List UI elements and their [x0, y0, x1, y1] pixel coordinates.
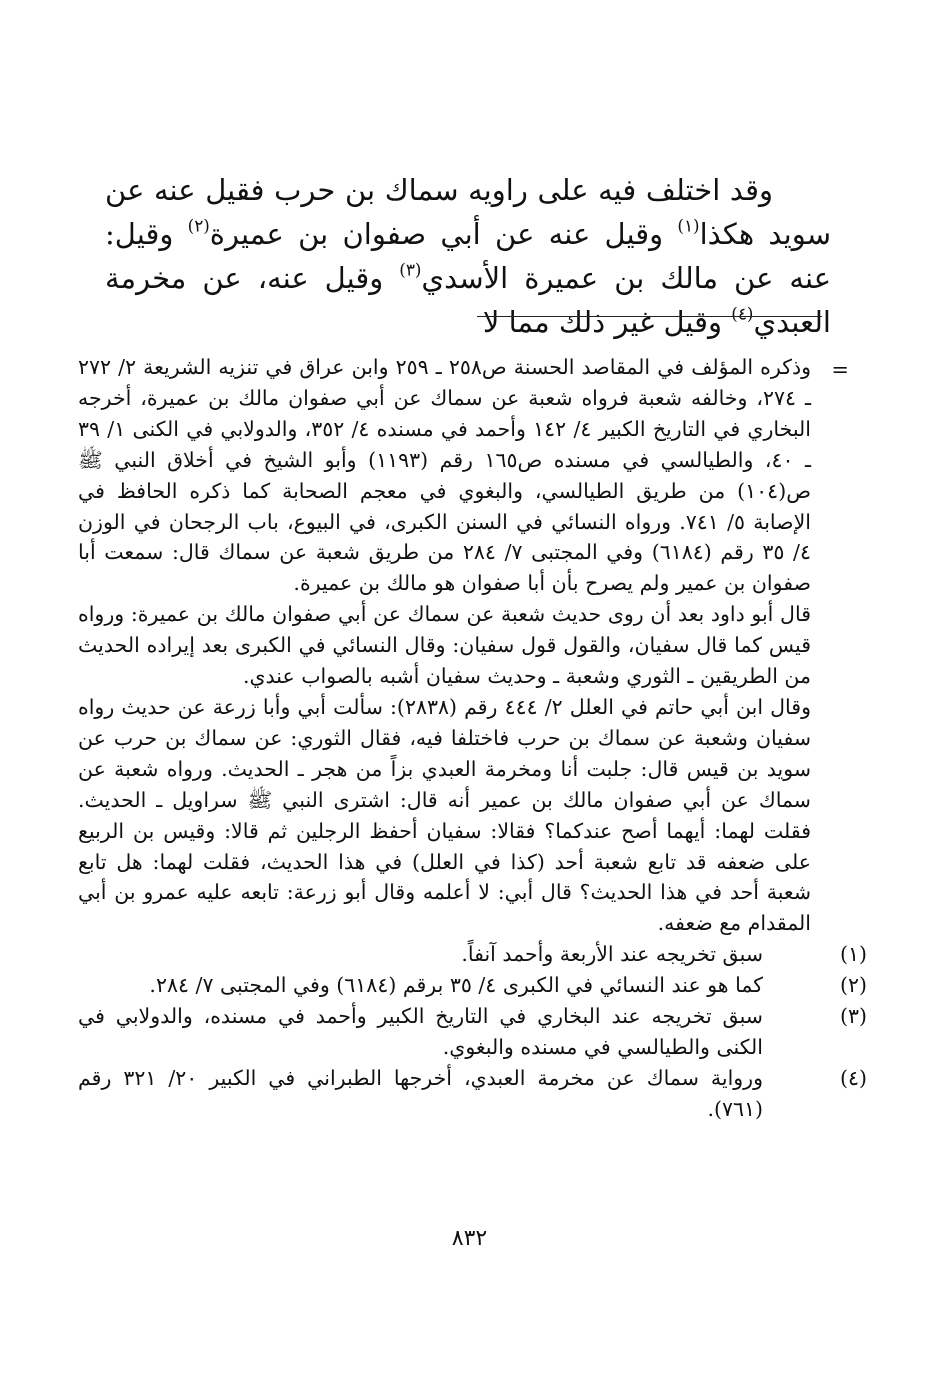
footnote-item	[78, 970, 867, 1001]
footnote-continued-paragraph: وقال ابن أبي حاتم في العلل ٢/ ٤٤٤ رقم (٢٨٣٨): سألت أبي وأبا زرعة عن حديث رواه سفيان وشعبة عن سماك بن حرب فاختلفا فيه، فقال الثوري: عن سماك بن حرب عن سويد بن قيس قال: جلبت أنا ومخرمة العبدي بزاً من هجر ـ الحديث. ورواه شعبة عن سماك عن أبي صفوان مالك بن عمير أنه قال: اشترى النبي ﷺ سراويل ـ الحديث. فقلت لهما: أيهما أصح عندكما؟ فقالا: سفيان أحفظ الرجلين ثم قالا: وقيس بن الربيع على ضعفه قد تابع شعبة أحد (كذا في العلل) في هذا الحديث، فقلت لهما: هل تابع شعبة أحد في هذا الحديث؟ قال أبي: لا أعلمه وقال أبو زرعة: تابعه عليه عمرو بن أبي المقدام مع ضعفه.	[78, 694, 811, 936]
main-text-lead: وقد اختلف فيه على راويه سماك بن حرب فقيل عنه عن سويد هكذا	[105, 173, 832, 251]
footnote-continued-paragraph: قال أبو داود بعد أن روى حديث شعبة عن سماك عن أبي صفوان مالك بن عميرة: ورواه قيس كما قال سفيان، والقول قول سفيان: وقال النسائي في الكبرى بعد إيراده الحديث من الطريقين ـ الثوري وشعبة ـ وحديث سفيان أشبه بالصواب عندي.	[78, 602, 811, 689]
footnote-text: كما هو عند النسائي في الكبرى ٤/ ٣٥ برقم (٦١٨٤) وفي المجتبى ٧/ ٢٨٤.	[149, 973, 763, 998]
footnote-continued-paragraph: وذكره المؤلف في المقاصد الحسنة ص٢٥٨ ـ ٢٥٩ وابن عراق في تنزيه الشريعة ٢/ ٢٧٢ ـ ٢٧٤، وخالفه شعبة فرواه شعبة عن سماك عن أبي صفوان مالك بن عميرة، أخرجه البخاري في التاريخ الكبير ٤/ ١٤٢ وأحمد في مسنده ٤/ ٣٥٢، والدولابي في الكنى ١/ ٣٩ ـ ٤٠، والطيالسي في مسنده ص١٦٥ رقم (١١٩٣) وأبو الشيخ في أخلاق النبي ﷺ ص(١٠٤) من طريق الطيالسي، والبغوي في معجم الصحابة كما ذكره الحافظ في الإصابة ٥/ ٧٤١. ورواه النسائي في السنن الكبرى، في البيوع، باب الرجحان في الوزن ٤/ ٣٥ رقم (٦١٨٤) وفي المجتبى ٧/ ٢٨٤ من طريق شعبة عن سماك قال: سمعت أبا صفوان بن عمير ولم يصرح بأن أبا صفوان هو مالك بن عميرة.	[78, 355, 811, 596]
footnote-number: (٣)	[839, 1004, 867, 1029]
main-text-segment: وقيل: عنه عن مالك بن عميرة الأسدي	[105, 217, 831, 295]
footnote-item	[78, 1063, 867, 1125]
footnote-text: سبق تخريجه عند البخاري في التاريخ الكبير وأحمد في مسنده، والدولابي في الكنى والطيالسي في مسنده والبغوي.	[78, 1004, 763, 1059]
continuation-marker: =	[831, 358, 849, 382]
main-paragraph	[105, 168, 831, 344]
footnote-text: سبق تخريجه عند الأربعة وأحمد آنفاً.	[461, 942, 763, 967]
footnote-number: (١)	[839, 942, 867, 967]
footnote-ref-3: (٣)	[399, 259, 422, 280]
footnote-text: ورواية سماك عن مخرمة العبدي، أخرجها الطبراني في الكبير ٢٠/ ٣٢١ رقم (٧٦١).	[78, 1065, 763, 1121]
main-text	[105, 168, 831, 344]
footnote-ref-1: (١)	[677, 215, 700, 236]
footnote-item	[78, 939, 867, 970]
main-text-tail: وقيل غير ذلك مما لا	[482, 305, 732, 339]
footnote-ref-2: (٢)	[187, 215, 210, 236]
footnote-number: (٤)	[839, 1065, 867, 1090]
footnote-separator	[477, 316, 822, 317]
main-text-segment: وقيل عنه، عن مخرمة العبدي	[105, 261, 831, 339]
footnote-number: (٢)	[839, 973, 867, 998]
footnote-ref-4: (٤)	[731, 303, 754, 324]
page-number: ٨٣٢	[451, 1226, 488, 1251]
footnotes	[78, 352, 867, 1125]
footnote-item	[78, 1001, 867, 1063]
main-text-segment: وقيل عنه عن أبي صفوان بن عميرة	[209, 217, 678, 251]
